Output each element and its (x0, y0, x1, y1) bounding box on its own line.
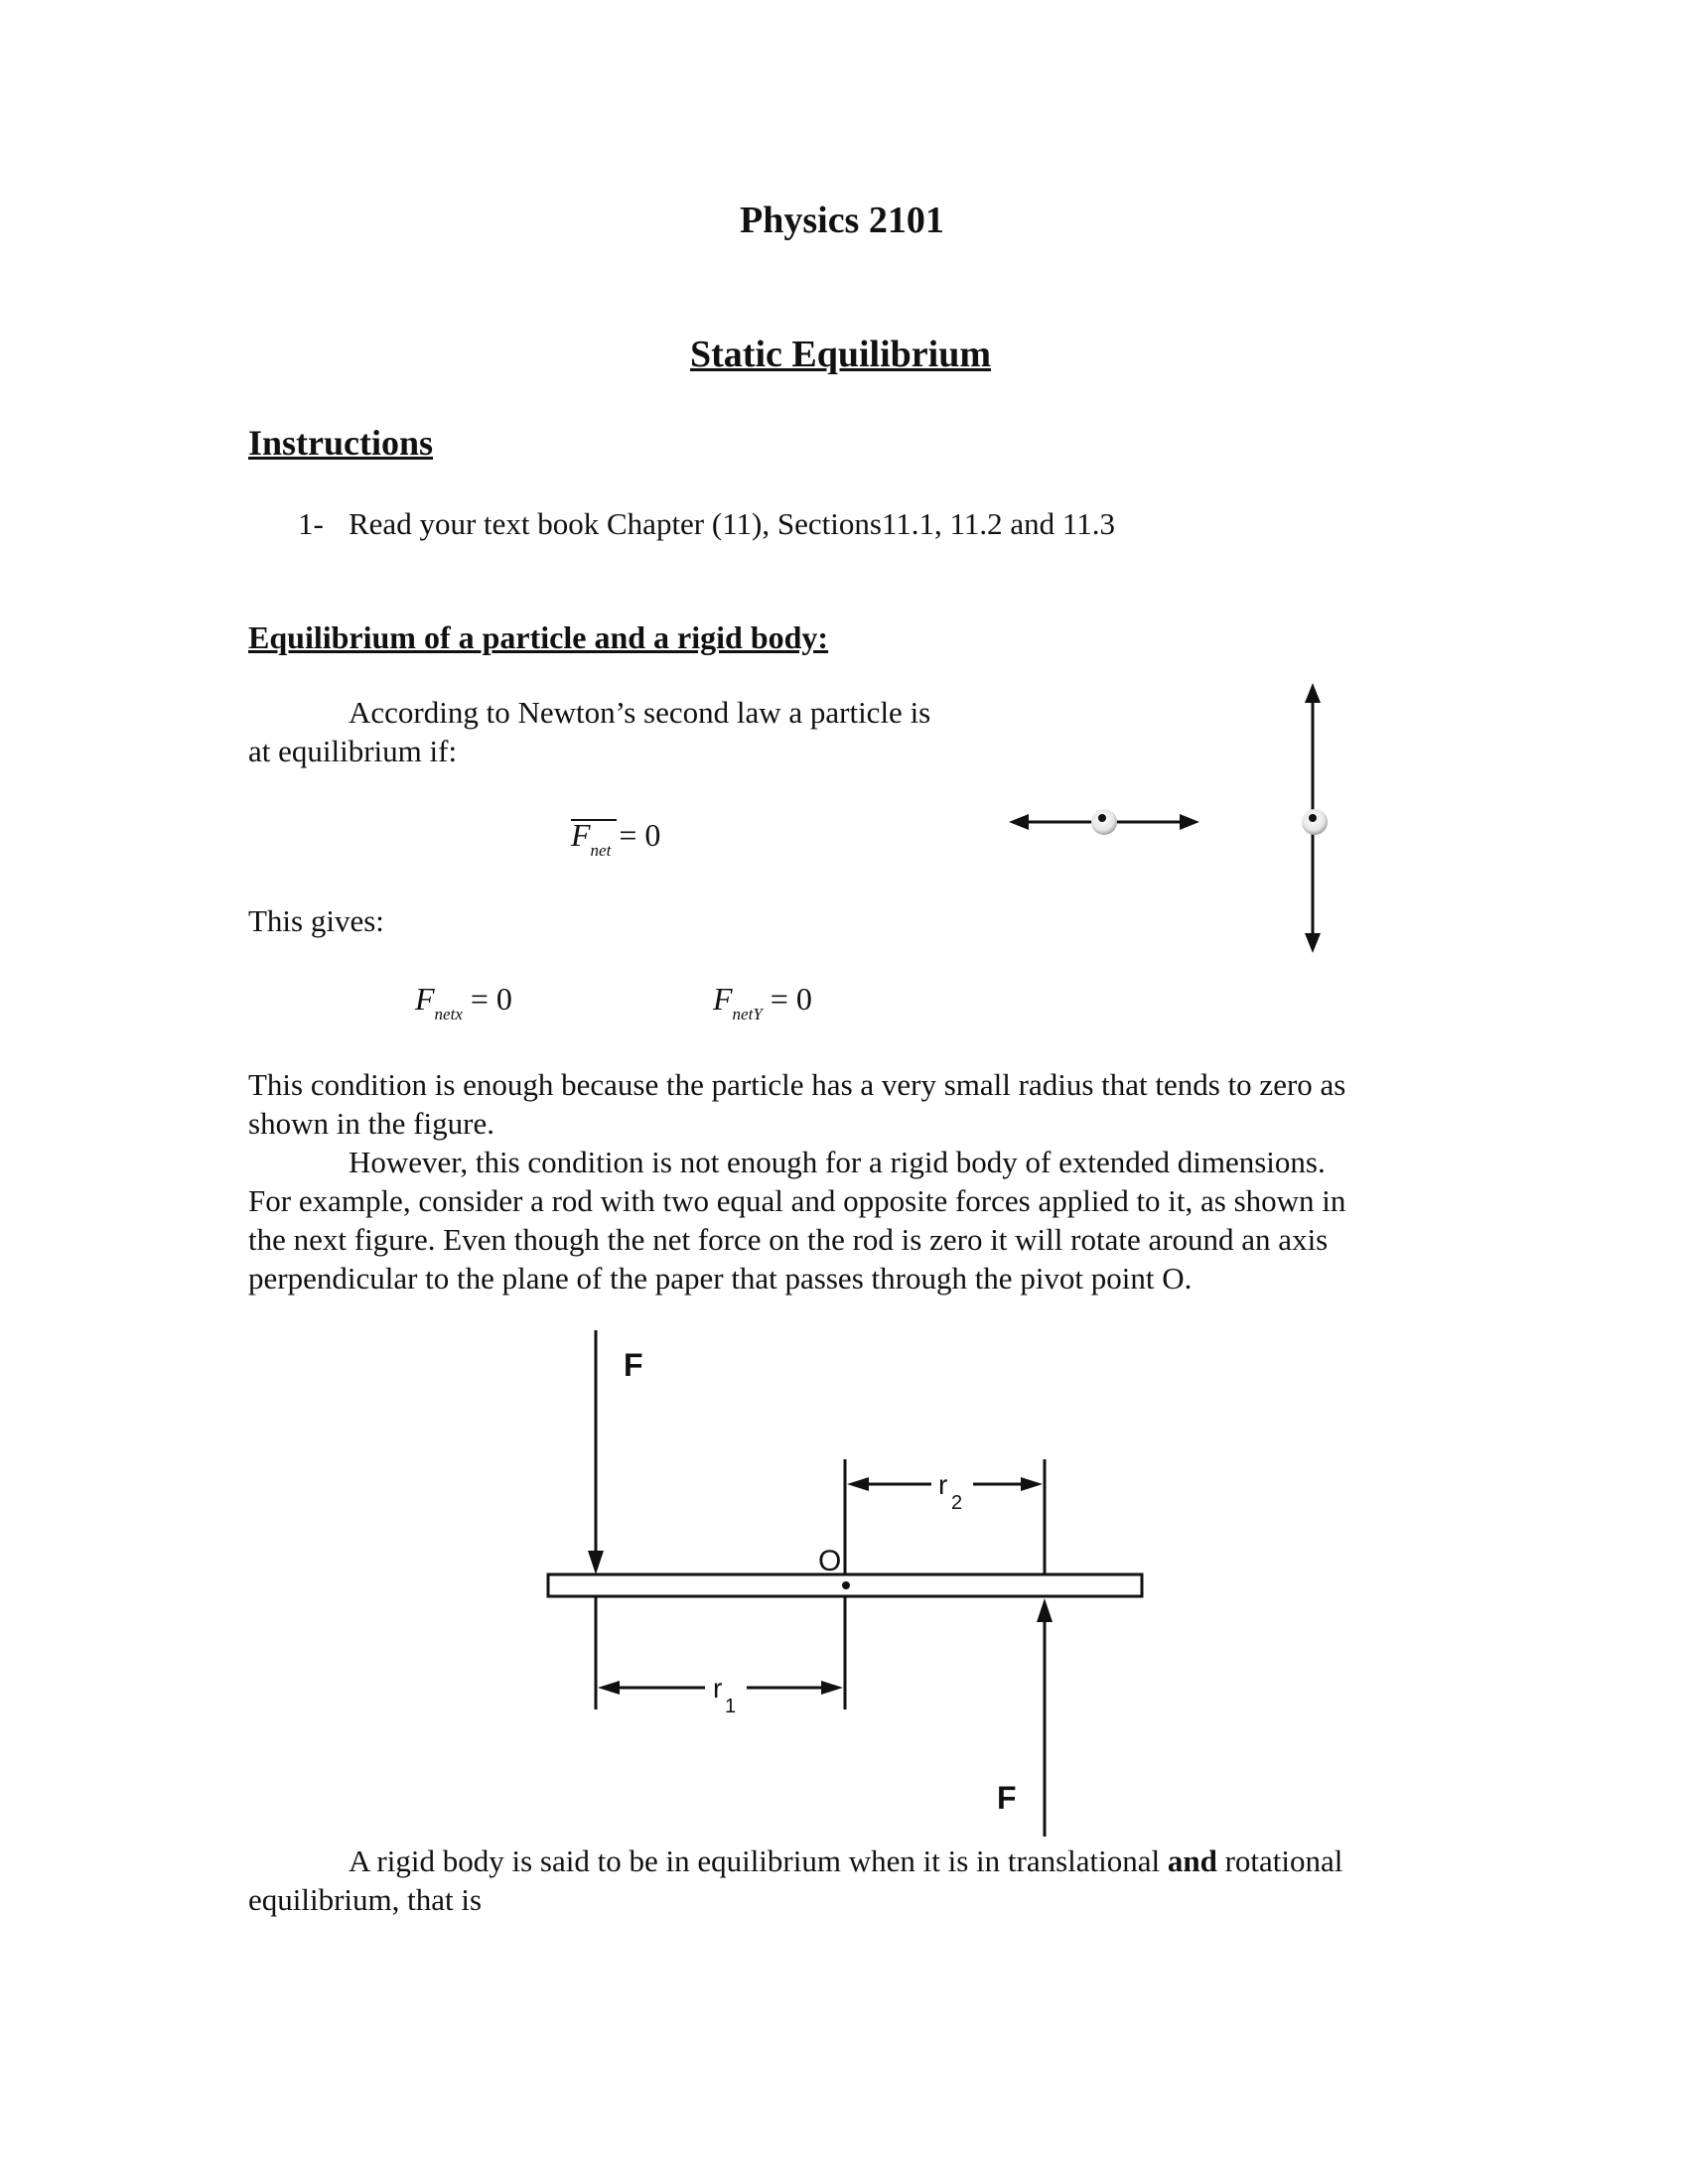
paragraph-line: the next figure. Even though the net force on the rod is zero it will rotate around an axis (248, 1222, 1329, 1257)
paragraph-line: equilibrium, that is (248, 1882, 483, 1917)
particle-center-dot (1309, 814, 1317, 822)
force-label-top: F (624, 1347, 643, 1383)
particle-icon (1091, 809, 1117, 835)
arrowhead-right-icon (821, 1681, 843, 1695)
equation-net-force-x (415, 981, 512, 1024)
emphasis-text: and (1167, 1843, 1217, 1878)
paragraph-line: However, this condition is not enough for a rigid body of extended dimensions. (349, 1145, 1326, 1179)
r2-label: r (938, 1469, 948, 1500)
arrowhead-up-icon (1037, 1598, 1053, 1622)
rod-torque-figure (536, 1320, 1152, 1846)
horizontal-force-pair (1009, 809, 1199, 835)
particle-center-dot (1098, 814, 1106, 822)
arrowhead-right-icon (1180, 814, 1199, 830)
arrowhead-down-icon (1305, 933, 1321, 953)
instructions-heading: Instructions (248, 423, 434, 463)
section-heading: Equilibrium of a particle and a rigid body: (248, 619, 829, 655)
equation-subscript: netx (434, 1005, 463, 1024)
paragraph-line (349, 1842, 1342, 1880)
r1-subscript: 1 (725, 1696, 737, 1717)
force-label-bottom: F (997, 1780, 1017, 1816)
r1-label: r (713, 1673, 723, 1704)
equation-symbol: F (571, 817, 591, 853)
paragraph-line: This condition is enough because the particle has a very small radius that tends to zero as (248, 1067, 1346, 1102)
equation-subscript: netY (732, 1005, 763, 1024)
equation-subscript: net (590, 841, 612, 860)
paragraph-line: perpendicular to the plane of the paper that passes through the pivot point O. (248, 1261, 1193, 1296)
instruction-item-marker: 1- (298, 506, 324, 541)
equation-net-force-y (713, 981, 812, 1024)
arrowhead-left-icon (847, 1477, 869, 1491)
arrowhead-right-icon (1021, 1477, 1043, 1491)
pivot-point (842, 1581, 850, 1589)
equation-symbol: F (713, 981, 733, 1017)
paragraph-line: shown in the figure. (248, 1106, 494, 1141)
instruction-item-text: Read your text book Chapter (11), Sections11.1, 11.2 and 11.3 (349, 506, 1115, 541)
equation-rhs: = 0 (619, 817, 661, 853)
text-span: A rigid body is said to be in equilibrium when it is in translational (349, 1843, 1168, 1878)
vertical-force-pair (1302, 683, 1328, 953)
paragraph-line: at equilibrium if: (248, 734, 458, 768)
equation-rhs: = 0 (470, 981, 512, 1017)
equation-symbol: F (415, 981, 435, 1017)
particle-icon (1302, 809, 1328, 835)
page-title: Physics 2101 (740, 200, 944, 241)
arrowhead-left-icon (598, 1681, 620, 1695)
arrowhead-left-icon (1009, 814, 1029, 830)
equation-rhs: = 0 (770, 981, 812, 1017)
arrowhead-up-icon (1305, 683, 1321, 703)
equation-net-force (571, 817, 660, 861)
page-subtitle: Static Equilibrium (690, 334, 991, 375)
paragraph-line: For example, consider a rod with two equal and opposite forces applied to it, as shown in (248, 1183, 1346, 1218)
text-span: rotational (1216, 1843, 1343, 1878)
r2-subscript: 2 (951, 1492, 963, 1514)
paragraph-line: According to Newton’s second law a particle is (349, 695, 931, 730)
arrowhead-down-icon (588, 1551, 604, 1574)
pivot-label: O (818, 1545, 842, 1577)
paragraph-line: This gives: (248, 903, 384, 938)
particle-forces-figure (993, 675, 1350, 963)
